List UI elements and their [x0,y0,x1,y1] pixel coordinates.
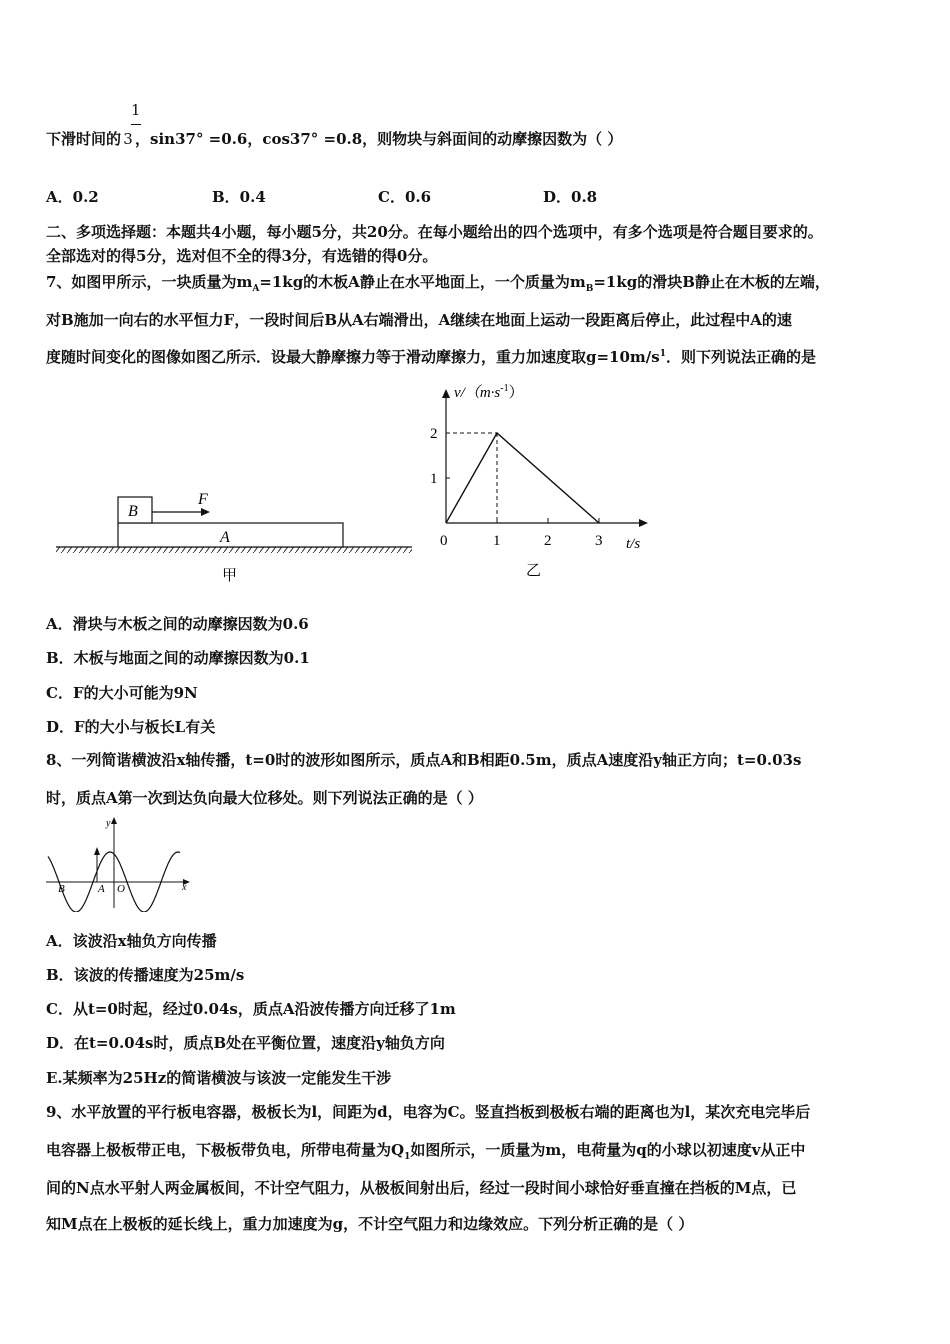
section2-line2: 全部选对的得5分，选对但不全的得3分，有选错的得0分。 [46,247,438,265]
q7-line1b: =1kg的木板A静止在水平地面上，一个质量为m [259,273,586,291]
wave-x-label: x [182,882,187,893]
chart-marks [430,426,603,549]
q7-line1a: 7、如图甲所示，一块质量为m [46,273,253,291]
q9-line1: 9、水平放置的平行板电容器，极板长为l，间距为d，电容为C。竖直挡板到极板右端的距离也为l，某次充电完毕后 [46,1103,811,1121]
q7-option-d: D．F的大小与板长L有关 [46,718,216,736]
wave-y-label: y [106,818,111,829]
y-axis-arrow [442,389,450,398]
velocity-arrow-a-head [94,847,100,855]
y-axis-label [454,383,524,401]
ground-hatching [56,547,412,553]
q7-line2: 对B施加一向右的水平恒力F，一段时间后B从A右端滑出，A继续在地面上运动一段距离后停止，此过程中A的速 [46,311,792,329]
y-axis-label-sup: -1 [500,383,509,394]
q9-line4: 知M点在上极板的延长线上，重力加速度为g，不计空气阻力和边缘效应。下列分析正确的是（ ） [46,1215,694,1233]
q7-line3 [46,346,816,367]
q6-option-c: C．0.6 [378,188,432,206]
x-tick-label: 0 [440,533,448,549]
q8-option-c: C．从t=0时起，经过0.04s，质点A沿波传播方向迁移了1m [46,1000,456,1018]
figure-yi-caption: 乙 [526,563,542,579]
q9-line2 [46,1139,805,1162]
q7-line3a: 度随时间变化的图像如图乙所示．设最大静摩擦力等于滑动摩擦力，重力加速度取g=10m/s [46,348,660,366]
x-axis-label: t/s [626,536,641,552]
q7-line1c: =1kg的滑块B静止在木板的左端， [593,273,830,291]
q7-line1 [46,271,830,294]
x-tick-label: 1 [493,533,501,549]
figure-wave [40,812,200,912]
q9-line2b: 如图所示，一质量为m，电荷量为q的小球以初速度v从正中 [410,1141,806,1159]
section2-line1: 二、多项选择题：本题共4小题，每小题5分，共20分。在每小题给出的四个选项中，有多个选项是符合题目要求的。 [46,223,823,241]
q7-sub-a: A [252,284,260,294]
q7-option-b: B．木板与地面之间的动摩擦因数为0.1 [46,649,310,667]
q9-line2a: 电容器上极板带正电，下极板带负电，所带电荷量为Q [46,1141,405,1159]
board-a-label: A [220,529,230,546]
q8-line1: 8、一列简谐横波沿x轴传播，t=0时的波形如图所示，质点A和B相距0.5m，质点A速度沿y轴正方向；t=0.03s [46,751,802,769]
fraction-numerator: 1 [131,101,141,119]
wave-y-arrow [111,817,117,824]
figure-yi-chart [410,375,660,585]
q8-option-e: E.某频率为25Hz的简谐横波与该波一定能发生干涉 [46,1069,392,1087]
q7-option-a: A．滑块与木板之间的动摩擦因数为0.6 [46,615,309,633]
x-tick-label: 2 [544,533,552,549]
point-b-label: B [58,883,65,895]
q7-sup: 1 [659,349,666,359]
origin-label: O [117,883,125,895]
x-tick-label: 3 [595,533,603,549]
y-axis-label-close: ） [508,385,524,401]
q7-line3b: ．则下列说法正确的是 [666,348,817,366]
x-axis-arrow [639,519,648,527]
board-a [118,523,343,547]
y-tick-label: 2 [430,426,438,442]
q6-prefix: 下滑时间的 [46,130,122,148]
force-label: F [198,491,208,508]
q9-sub: 1 [404,1152,411,1162]
q6-stem [46,128,622,149]
q8-line2: 时，质点A第一次到达负向最大位移处。则下列说法正确的是（ ） [46,789,483,807]
figure-jia [50,480,420,590]
q6-option-d: D．0.8 [543,188,598,206]
q7-sub-b: B [585,284,594,294]
fraction-denominator: 3 [123,130,133,148]
point-a-label: A [98,883,105,895]
block-b-label: B [128,503,138,520]
q6-option-a: A．0.2 [46,188,99,206]
q9-line3: 间的N点水平射人两金属板间，不计空气阻力，从极板间射出后，经过一段时间小球恰好垂直撞在挡板的M点，已 [46,1179,797,1197]
q8-option-b: B．该波的传播速度为25m/s [46,966,245,984]
y-tick-label: 1 [430,471,438,487]
y-axis-label-text: v/（m·s [454,385,501,401]
force-arrow-head [201,508,210,516]
q7-option-c: C．F的大小可能为9N [46,684,198,702]
q8-option-a: A．该波沿x轴负方向传播 [46,932,217,950]
velocity-series-line [446,433,599,523]
q8-option-d: D．在t=0.04s时，质点B处在平衡位置，速度沿y轴负方向 [46,1034,445,1052]
figure-jia-caption: 甲 [222,568,238,584]
q6-trig-values: ，sin37° =0.6，cos37° =0.8，则物块与斜面间的动摩擦因数为（ ） [135,130,623,148]
q6-option-b: B．0.4 [212,188,266,206]
fraction-bar [131,124,141,125]
